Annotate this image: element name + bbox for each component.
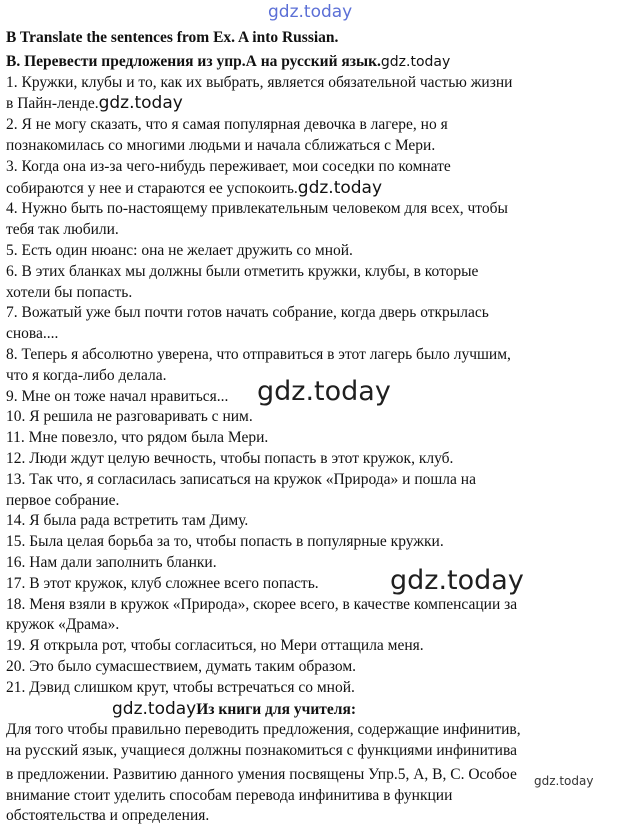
watermark-corner: gdz.today [534, 774, 594, 788]
sentence-3b: собираются у нее и стараются ее успокоить.gdz.today [6, 177, 383, 198]
watermark-inline: gdz.today [297, 177, 383, 198]
sentence-4a: 4. Нужно быть по-настоящему привлекательным человеком для всех, чтобы [6, 200, 508, 218]
sentence-6a: 6. В этих бланках мы должны были отметить кружки, клубы, в которые [6, 262, 479, 280]
sentence-2a: 2. Я не могу сказать, что я самая популярная девочка в лагере, но я [6, 116, 448, 134]
sentence-14: 14. Я была рада встретить там Диму. [6, 512, 249, 530]
sentence-13b: первое собрание. [6, 491, 120, 509]
sentence-8a: 8. Теперь я абсолютно уверена, что отправиться в этот лагерь было лучшим, [6, 345, 511, 363]
sentence-2b: познакомилась со многими людьми и начала сближаться с Мери. [6, 136, 436, 154]
sentence-1b: в Пайн-ленде.gdz.today [6, 93, 183, 114]
sentence-7b: снова.... [6, 325, 59, 343]
teacher-paragraph-3: в предложении. Развитию данного умения посвящены Упр.5, А, В, С. Особое [6, 765, 517, 783]
watermark-inline: gdz.today [98, 93, 183, 114]
teacher-paragraph-2: на русский язык, учащиеся должны познакомиться с функциями инфинитива [6, 742, 517, 760]
sentence-8b: что я когда-либо делала. [6, 366, 167, 384]
document-page [6, 28, 616, 827]
sentence-18a: 18. Меня взяли в кружок «Природа», скорее всего, в качестве компенсации за [6, 595, 518, 613]
watermark-top: gdz.today [268, 2, 353, 22]
heading-english: B Translate the sentences from Ex. A into Russian. [6, 29, 339, 46]
watermark-inline: gdz.today [112, 698, 197, 719]
watermark-large: gdz.today [257, 376, 391, 407]
teacher-heading: gdz.todayИз книги для учителя: [112, 698, 357, 719]
sentence-9: 9. Мне он тоже начал нравиться... [6, 387, 229, 405]
sentence-21: 21. Дэвид слишком крут, чтобы встречаться со мной. [6, 678, 355, 696]
sentence-6b: хотели бы попасть. [6, 283, 133, 301]
sentence-19: 19. Я открыла рот, чтобы согласиться, но Мери оттащила меня. [6, 637, 424, 655]
sentence-20: 20. Это было сумасшествием, думать таким образом. [6, 657, 357, 675]
teacher-paragraph-1: Для того чтобы правильно переводить предложения, содержащие инфинитив, [6, 721, 521, 739]
sentence-4b: тебя так любили. [6, 221, 119, 239]
sentence-13a: 13. Так что, я согласилась записаться на кружок «Природа» и пошла на [6, 470, 476, 488]
watermark-large: gdz.today [390, 565, 524, 596]
sentence-11: 11. Мне повезло, что рядом была Мери. [6, 429, 269, 447]
sentence-10: 10. Я решила не разговаривать с ним. [6, 408, 253, 426]
sentence-17: 17. В этот кружок, клуб сложнее всего попасть. [6, 574, 319, 592]
sentence-1a: 1. Кружки, клубы и то, как их выбрать, является обязательной частью жизни [6, 73, 513, 91]
watermark-inline: gdz.today [380, 53, 451, 70]
sentence-15: 15. Была целая борьба за то, чтобы попасть в популярные кружки. [6, 533, 444, 551]
sentence-12: 12. Люди ждут целую вечность, чтобы попасть в этот кружок, клуб. [6, 449, 454, 467]
teacher-paragraph-4: внимание стоит уделить способам перевода инфинитива в функции [6, 786, 453, 804]
sentence-16: 16. Нам дали заполнить бланки. [6, 553, 217, 571]
teacher-paragraph-5: обстоятельства и определения. [6, 807, 210, 825]
sentence-3a: 3. Когда она из-за чего-нибудь переживает, мои соседки по комнате [6, 157, 451, 175]
sentence-5: 5. Есть один нюанс: она не желает дружить со мной. [6, 241, 353, 259]
sentence-7a: 7. Вожатый уже был почти готов начать собрание, когда дверь открылась [6, 304, 489, 322]
sentence-18b: кружок «Драма». [6, 616, 120, 634]
heading-russian: B. Перевести предложения из упр.А на русский язык.gdz.today [6, 52, 451, 70]
